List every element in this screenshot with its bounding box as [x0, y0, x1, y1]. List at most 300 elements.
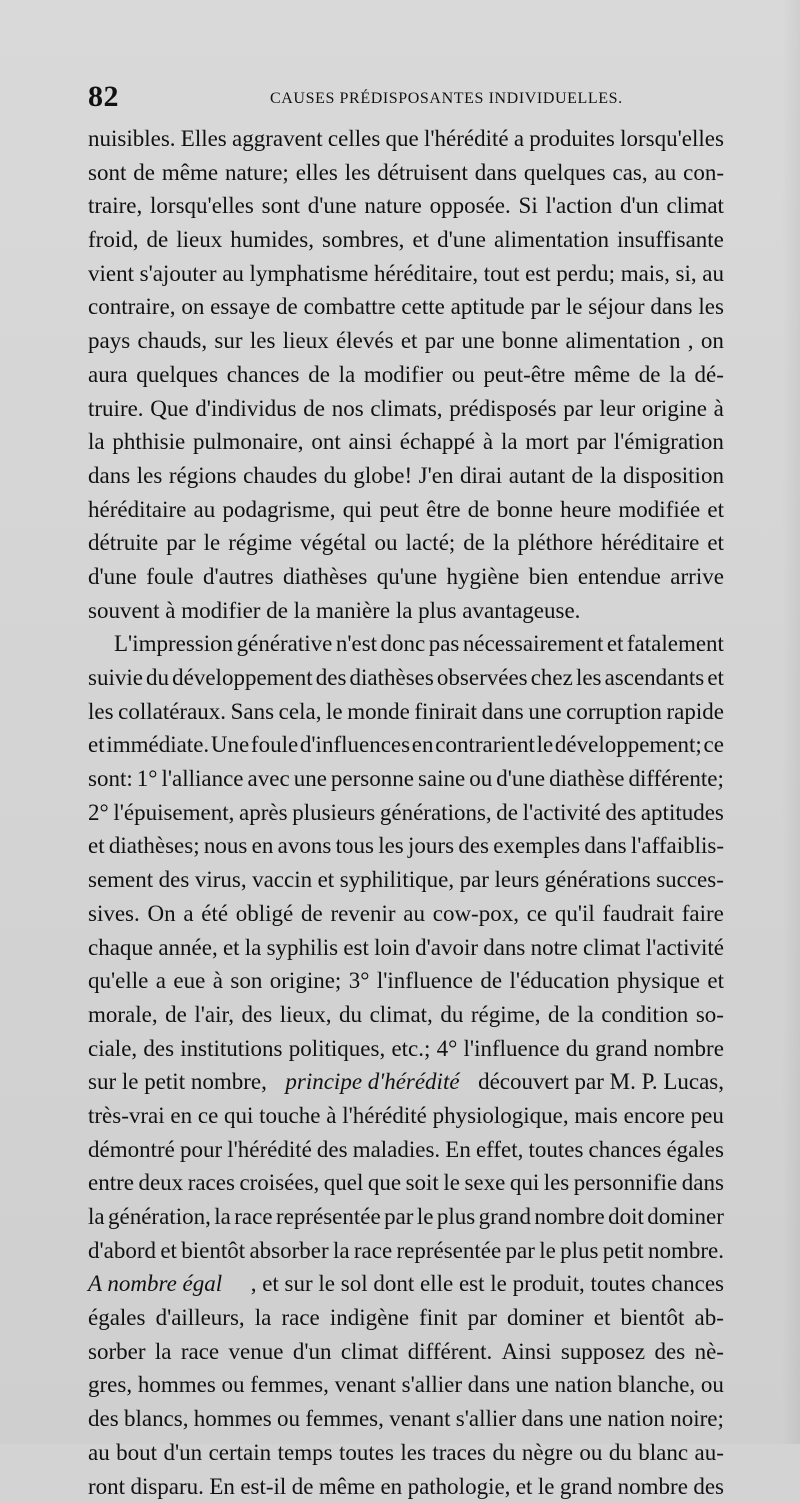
word: le: [326, 695, 343, 729]
word: nation: [555, 1368, 613, 1402]
text-line: [88, 493, 724, 527]
word: l'affaiblis-: [631, 829, 724, 863]
word: les: [544, 1166, 570, 1200]
word: générations: [545, 863, 651, 897]
word: de: [496, 796, 518, 830]
word: Que: [150, 392, 188, 426]
word: noire;: [670, 1402, 724, 1436]
word: peu: [691, 1099, 724, 1133]
word: la: [214, 1200, 231, 1234]
word: temps: [278, 1436, 333, 1470]
word: blanc: [638, 1436, 688, 1470]
text-line: [88, 796, 724, 830]
word: dans: [88, 459, 130, 493]
word: et: [88, 829, 105, 863]
word: des: [655, 1335, 686, 1369]
word: au: [403, 897, 425, 931]
word: sorber: [88, 1335, 145, 1369]
word: les: [88, 695, 114, 729]
word: une: [569, 1402, 602, 1436]
word: après: [239, 796, 288, 830]
word: représentée: [396, 1234, 501, 1268]
word: race: [354, 1234, 392, 1268]
word: nous: [204, 829, 247, 863]
word: développement;: [555, 728, 702, 762]
word: d'un: [163, 1436, 202, 1470]
word: pathologie,: [408, 1470, 511, 1503]
word: L'impression: [114, 627, 233, 661]
text-line: [88, 1436, 724, 1470]
word: aptitudes: [641, 796, 724, 830]
word: pays: [88, 324, 130, 358]
word: croisées,: [239, 1166, 319, 1200]
word: encore: [624, 1099, 685, 1133]
word: l'émigration: [614, 425, 724, 459]
word: le: [204, 526, 221, 560]
text-line: [88, 897, 724, 931]
word: race: [281, 1301, 319, 1335]
word: à: [483, 425, 493, 459]
word: dé-: [695, 358, 724, 392]
word: collatéraux.: [118, 695, 226, 729]
word: a: [514, 122, 524, 156]
word: nombre: [654, 1032, 724, 1066]
word: d'avoir: [415, 931, 478, 965]
word: n'est: [336, 627, 377, 661]
word: en: [170, 1099, 192, 1133]
word: à: [213, 964, 223, 998]
word: nature: [364, 189, 421, 223]
word: insuffisante: [617, 223, 724, 257]
word: s'allier: [402, 1368, 462, 1402]
word: vaccin: [252, 863, 312, 897]
word: l'influence: [464, 1032, 560, 1066]
word: celles: [328, 122, 380, 156]
word: et: [516, 1470, 533, 1503]
word: contrarient: [435, 728, 535, 762]
word: revenir: [330, 897, 395, 931]
text-line: [88, 1234, 724, 1268]
word: de: [301, 897, 323, 931]
word: faudrait: [602, 897, 674, 931]
word: alimentation: [566, 324, 681, 358]
word: perdu;: [556, 257, 615, 291]
word: la: [88, 1200, 105, 1234]
word: nation: [607, 1402, 665, 1436]
word: même: [319, 1470, 375, 1503]
word: la: [669, 358, 686, 392]
word: hommes: [194, 1402, 272, 1436]
word: physiologique,: [433, 1099, 569, 1133]
word: et: [223, 931, 240, 965]
word: diathèses: [350, 661, 434, 695]
word: politiques,: [289, 1032, 385, 1066]
word: très-vrai: [88, 1099, 165, 1133]
word: des: [88, 1402, 119, 1436]
text-line: [88, 627, 724, 661]
word: lacté;: [406, 526, 456, 560]
text-line: [88, 1402, 724, 1436]
word: foule: [251, 728, 298, 762]
word: et: [594, 1301, 611, 1335]
word: nuisibles.: [88, 122, 176, 156]
word: entre: [88, 1166, 134, 1200]
word: la: [333, 1234, 350, 1268]
word: leur: [599, 392, 635, 426]
word: par: [506, 1234, 535, 1268]
word: sont:: [88, 762, 133, 796]
word: est: [525, 257, 551, 291]
word: froid,: [88, 223, 138, 257]
text-segment: sur le petit nombre,: [88, 1065, 273, 1099]
word: qu'une: [377, 560, 437, 594]
word: pas: [429, 627, 460, 661]
word: peut-être: [483, 358, 565, 392]
word: générative: [237, 627, 333, 661]
word: égales: [666, 1133, 723, 1167]
word: de: [276, 290, 298, 324]
word: cette: [401, 290, 444, 324]
word: chances: [227, 358, 300, 392]
word: une: [528, 695, 561, 729]
word: les: [137, 459, 163, 493]
word: la: [88, 425, 105, 459]
word: morale,: [88, 998, 158, 1032]
word: saine: [418, 762, 465, 796]
word: climat,: [370, 998, 433, 1032]
word: ou: [375, 526, 398, 560]
word: génération,: [108, 1200, 211, 1234]
word: deux: [138, 1166, 183, 1200]
word: que: [386, 122, 419, 156]
word: foule: [146, 560, 193, 594]
word: s'ajouter: [140, 257, 217, 291]
word: et: [412, 223, 429, 257]
word: dans: [475, 156, 517, 190]
word: grand: [560, 1470, 612, 1503]
text-line: [88, 1301, 724, 1335]
word: le: [566, 290, 583, 324]
word: et: [401, 324, 418, 358]
word: ou: [701, 1368, 724, 1402]
word: et: [160, 1234, 177, 1268]
word: en: [252, 829, 274, 863]
word: l'activité: [523, 796, 601, 830]
word: du: [440, 998, 463, 1032]
text-line: [88, 695, 724, 729]
word: sont: [88, 156, 126, 190]
word: ascendants: [605, 661, 705, 695]
word: certain: [209, 1436, 272, 1470]
word: origine: [642, 392, 707, 426]
word: héréditaire,: [374, 257, 478, 291]
word: ront: [88, 1470, 125, 1503]
word: globe!: [353, 459, 412, 493]
word: traire,: [88, 189, 142, 223]
word: de: [308, 358, 330, 392]
word: au: [655, 156, 677, 190]
word: régime,: [471, 998, 541, 1032]
word: Elles: [181, 122, 227, 156]
text-line: [88, 324, 724, 358]
word: de: [292, 1470, 314, 1503]
word: avons: [278, 829, 332, 863]
word: On: [147, 897, 175, 931]
word: l'hérédité: [342, 1099, 427, 1133]
word: des: [693, 1470, 724, 1503]
text-line: [88, 156, 724, 190]
word: par: [166, 526, 195, 560]
word: et: [707, 661, 724, 695]
word: exemples: [493, 829, 580, 863]
word: pléthore: [518, 526, 593, 560]
word: nombre: [618, 1470, 688, 1503]
word: contraire,: [88, 290, 175, 324]
word: détruite: [88, 526, 158, 560]
word: a: [156, 964, 166, 998]
word: au-: [695, 1436, 724, 1470]
word: ou: [452, 358, 475, 392]
word: supposez: [561, 1335, 645, 1369]
word: ,: [688, 324, 694, 358]
text-line: [88, 1099, 724, 1133]
word: petit: [603, 1234, 644, 1268]
word: l'hérédité: [424, 122, 509, 156]
word: notre: [531, 931, 578, 965]
word: succes-: [656, 863, 724, 897]
word: modifiée: [618, 493, 700, 527]
word: l'influence: [377, 964, 473, 998]
word: une: [294, 762, 327, 796]
word: nègre: [522, 1436, 573, 1470]
word: En: [445, 1133, 471, 1167]
word: l'épuisement,: [113, 796, 234, 830]
word: par: [577, 425, 606, 459]
word: bout: [116, 1436, 157, 1470]
word: hommes: [138, 1368, 216, 1402]
word: pour: [180, 1133, 222, 1167]
word: prédisposés: [449, 392, 556, 426]
word: absorber: [249, 1234, 328, 1268]
word: dominer: [647, 1200, 724, 1234]
word: soit: [406, 1166, 439, 1200]
word: chauds,: [137, 324, 207, 358]
word: fatalement: [627, 627, 724, 661]
word: de: [303, 392, 325, 426]
text-line: [88, 998, 724, 1032]
word: l'alliance: [161, 762, 243, 796]
word: arrive: [670, 560, 724, 594]
word: J'en: [419, 459, 454, 493]
word: à: [714, 392, 724, 426]
word: détruisent: [377, 156, 468, 190]
word: 3°: [349, 964, 370, 998]
word: la: [255, 1301, 272, 1335]
word: indigène: [330, 1301, 409, 1335]
word: la: [245, 931, 262, 965]
word: origine;: [270, 964, 342, 998]
text-line: [88, 358, 724, 392]
text-line: [88, 189, 724, 223]
word: Sans: [231, 695, 274, 729]
word: maladies.: [353, 1133, 441, 1167]
text-line: [88, 290, 724, 324]
word: qui: [343, 493, 372, 527]
word: autant: [509, 459, 565, 493]
word: eue: [173, 964, 205, 998]
word: régions: [169, 459, 237, 493]
word: qu'elle: [88, 964, 148, 998]
word: lorsqu'elles: [620, 122, 724, 156]
italic-phrase: principe d'hérédité: [285, 1065, 459, 1099]
word: bientôt: [621, 1301, 685, 1335]
word: les: [400, 1436, 426, 1470]
word: l'activité: [646, 931, 724, 965]
text-line: souvent à modifier de la manière la plus avantageuse.: [88, 594, 724, 628]
word: des: [458, 829, 489, 863]
word: de: [133, 156, 155, 190]
word: nè-: [695, 1335, 724, 1369]
word: aptitude: [451, 290, 525, 324]
word: du: [566, 1032, 589, 1066]
word: par: [384, 1200, 413, 1234]
word: loin: [374, 931, 410, 965]
word: entendue: [578, 560, 661, 594]
word: nature;: [225, 156, 289, 190]
word: chaudes: [243, 459, 317, 493]
text-line: [88, 762, 724, 796]
word: par: [563, 392, 592, 426]
word: s'allier: [456, 1402, 516, 1436]
word: mais: [574, 1099, 617, 1133]
word: opposée.: [430, 189, 511, 223]
word: combattre: [304, 290, 396, 324]
word: au: [702, 257, 724, 291]
word: quelques: [136, 358, 218, 392]
word: alimentation: [494, 223, 609, 257]
word: du: [609, 1436, 632, 1470]
word: corruption: [566, 695, 662, 729]
word: con-: [683, 156, 724, 190]
text-line-mixed: [88, 1267, 724, 1301]
word: élevés: [336, 324, 393, 358]
word: lymphatisme: [250, 257, 369, 291]
word: rapide: [667, 695, 724, 729]
word: d'autres: [203, 560, 274, 594]
word: la: [339, 358, 356, 392]
word: le: [417, 1200, 434, 1234]
word: des: [316, 661, 347, 695]
word: démontré: [88, 1133, 175, 1167]
word: lieux,: [280, 998, 332, 1032]
word: etc.;: [391, 1032, 430, 1066]
word: sombres,: [322, 223, 404, 257]
word: institutions: [180, 1032, 282, 1066]
word: chez: [531, 661, 573, 695]
word: au: [222, 257, 244, 291]
word: de: [468, 493, 490, 527]
word: des: [606, 796, 637, 830]
word: des: [242, 998, 273, 1032]
word: qu'il: [555, 897, 595, 931]
word: au: [88, 1436, 110, 1470]
word: sives.: [88, 897, 140, 931]
word: une: [461, 324, 494, 358]
word: diathèses;: [109, 829, 200, 863]
word: ou: [469, 762, 492, 796]
word: qui: [510, 1166, 539, 1200]
word: ciale,: [88, 1032, 137, 1066]
word: produites: [529, 122, 615, 156]
word: son: [230, 964, 262, 998]
word: différent.: [408, 1335, 493, 1369]
word: phthisie: [112, 425, 185, 459]
word: en: [380, 1470, 402, 1503]
word: l'hérédité: [227, 1133, 312, 1167]
word: de: [463, 526, 485, 560]
word: bien: [529, 560, 569, 594]
word: être: [426, 493, 460, 527]
word: des: [143, 1032, 174, 1066]
word: le: [443, 1166, 460, 1200]
word: au: [194, 493, 216, 527]
text-segment: , et sur le sol dont elle est le produit, toutes chances: [251, 1267, 724, 1301]
text-line: [88, 425, 724, 459]
word: le: [538, 1470, 555, 1503]
word: nombre.: [648, 1234, 724, 1268]
text-line: [88, 257, 724, 291]
word: et: [607, 627, 624, 661]
page-number: 82: [88, 80, 119, 114]
word: physique: [617, 964, 700, 998]
word: climat: [341, 1335, 398, 1369]
word: à: [326, 1099, 336, 1133]
word: truire.: [88, 392, 144, 426]
word: bonne: [497, 493, 553, 527]
word: du: [324, 459, 347, 493]
word: l'air,: [194, 998, 234, 1032]
word: séjour: [588, 290, 644, 324]
word: bientôt: [181, 1234, 245, 1268]
word: blancs,: [124, 1402, 189, 1436]
word: sexe: [464, 1166, 505, 1200]
word: chances: [589, 1133, 662, 1167]
word: année,: [158, 931, 217, 965]
word: venue: [229, 1335, 284, 1369]
word: la: [577, 998, 594, 1032]
word: podagrisme,: [222, 493, 335, 527]
italic-phrase: A nombre égal: [88, 1267, 222, 1301]
word: aura: [88, 358, 128, 392]
word: ou: [222, 1368, 245, 1402]
word: du: [146, 661, 169, 695]
word: les: [698, 290, 724, 324]
word: quel: [324, 1166, 364, 1200]
word: et: [707, 964, 724, 998]
word: ou: [277, 1402, 300, 1436]
word: et: [707, 526, 724, 560]
word: d'un: [620, 189, 659, 223]
word: la: [501, 425, 518, 459]
word: du: [339, 998, 362, 1032]
word: leurs: [494, 863, 539, 897]
word: lieux: [176, 223, 222, 257]
word: race: [234, 1200, 272, 1234]
word: plus: [437, 1200, 475, 1234]
word: de: [639, 358, 661, 392]
word: et: [318, 863, 335, 897]
word: cela,: [279, 695, 322, 729]
